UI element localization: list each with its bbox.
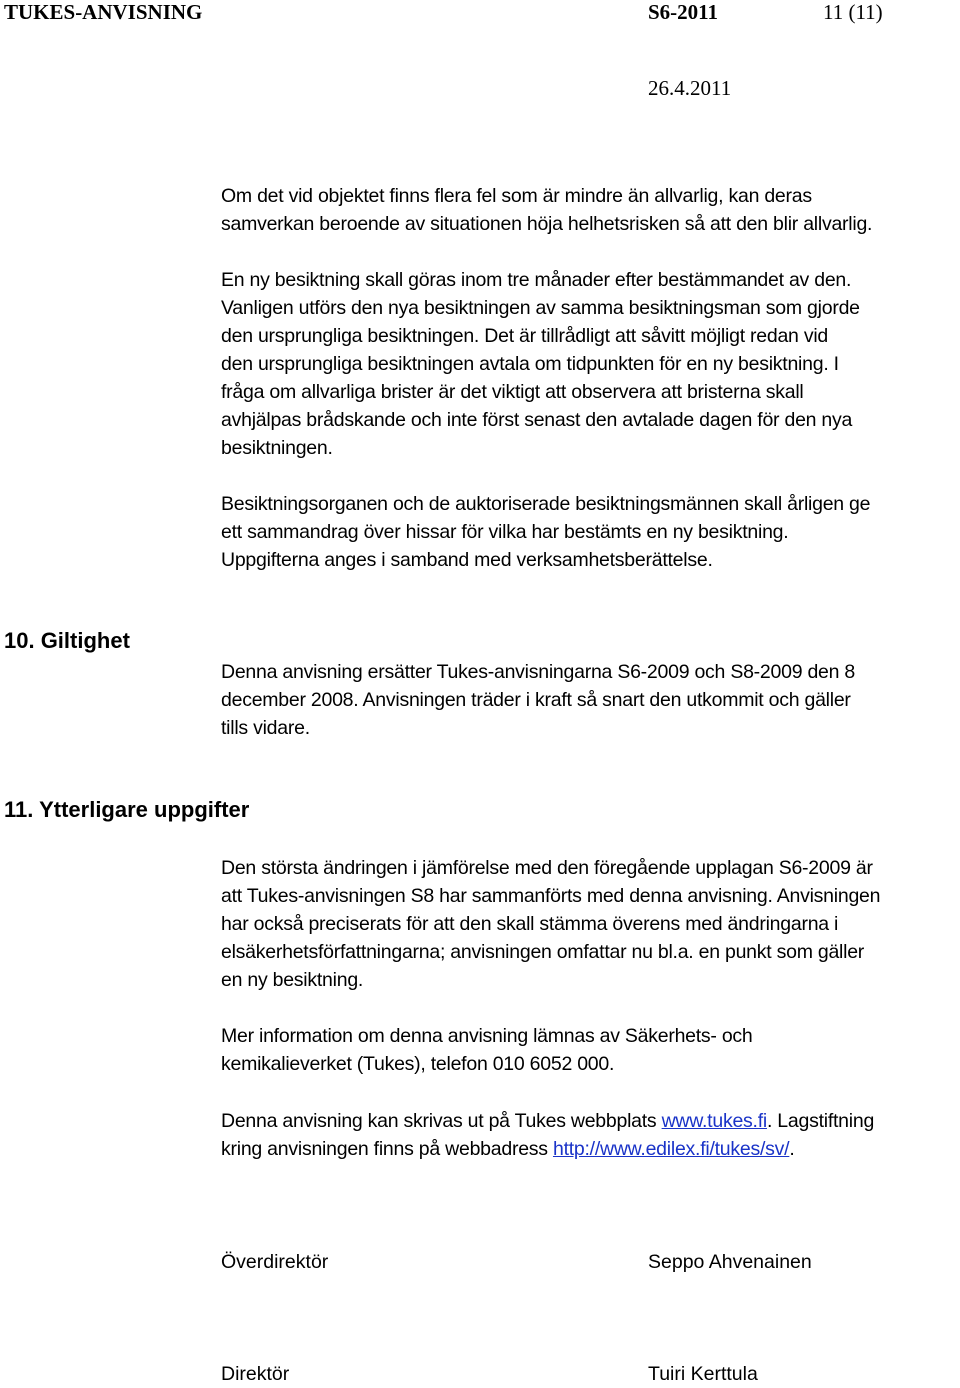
paragraph-line: den ursprungliga besiktningen. Det är tillrådligt att såvitt möjligt redan vid <box>221 325 828 347</box>
paragraph-line: avhjälpas brådskande och inte först senast den avtalade dagen för den nya <box>221 409 853 431</box>
paragraph-line: den ursprungliga besiktningen avtala om tidpunkten för en ny besiktning. I <box>221 353 839 375</box>
section-10-text <box>221 658 956 742</box>
paragraph-line: kemikalieverket (Tukes), telefon 010 6052 000. <box>221 1053 615 1075</box>
signature-title-1: Överdirektör <box>221 1251 329 1273</box>
signature-title-2: Direktör <box>221 1363 290 1385</box>
paragraph-3 <box>221 490 956 574</box>
text-fragment: . <box>789 1138 795 1160</box>
page-number: 11 (11) <box>823 0 883 24</box>
paragraph-line: att Tukes-anvisningen S8 har sammanförts med denna anvisning. Anvisningen <box>221 885 881 907</box>
paragraph-line: en ny besiktning. <box>221 969 364 991</box>
text-fragment: kring anvisningen finns på webbadress <box>221 1138 553 1160</box>
paragraph-line: Den största ändringen i jämförelse med den föregående upplagan S6-2009 är <box>221 857 873 879</box>
paragraph-line: har också preciserats för att den skall stämma överens med ändringarna i <box>221 913 839 935</box>
paragraph-line: samverkan beroende av situationen höja helhetsrisken så att den blir allvarlig. <box>221 213 873 235</box>
paragraph-line: tills vidare. <box>221 717 310 739</box>
paragraph-line: fråga om allvarliga brister är det viktigt att observera att bristerna skall <box>221 381 804 403</box>
paragraph-line: Uppgifterna anges i samband med verksamhetsberättelse. <box>221 549 713 571</box>
text-fragment: Denna anvisning kan skrivas ut på Tukes webbplats <box>221 1110 662 1132</box>
paragraph-line: En ny besiktning skall göras inom tre månader efter bestämmandet av den. <box>221 269 852 291</box>
tukes-website-link[interactable]: www.tukes.fi <box>661 1110 767 1132</box>
paragraph-line: Mer information om denna anvisning lämnas av Säkerhets- och <box>221 1025 753 1047</box>
signature-name-2: Tuiri Kerttula <box>648 1363 758 1385</box>
text-fragment: . Lagstiftning <box>766 1110 875 1132</box>
paragraph-2 <box>221 266 956 462</box>
paragraph-line: december 2008. Anvisningen träder i kraft så snart den utkommit och gäller <box>221 689 851 711</box>
paragraph-line: Om det vid objektet finns flera fel som är mindre än allvarlig, kan deras <box>221 185 812 207</box>
paragraph-line <box>221 1135 956 1163</box>
signature-name-1: Seppo Ahvenainen <box>648 1251 812 1273</box>
section-11-paragraph-1 <box>221 854 956 994</box>
paragraph-line: Besiktningsorganen och de auktoriserade besiktningsmännen skall årligen ge <box>221 493 871 515</box>
section-heading-ytterligare-uppgifter: 11. Ytterligare uppgifter <box>4 797 250 822</box>
document-code: S6-2011 <box>648 0 719 24</box>
paragraph-line: besiktningen. <box>221 437 333 459</box>
paragraph-line <box>221 1107 956 1135</box>
section-heading-giltighet: 10. Giltighet <box>4 628 130 653</box>
section-11-paragraph-2 <box>221 1022 956 1078</box>
paragraph-line: Vanligen utförs den nya besiktningen av samma besiktningsman som gjorde <box>221 297 860 319</box>
paragraph-line: elsäkerhetsförfattningarna; anvisningen omfattar nu bl.a. en punkt som gäller <box>221 941 865 963</box>
edilex-link[interactable]: http://www.edilex.fi/tukes/sv/ <box>552 1138 790 1160</box>
paragraph-1 <box>221 182 956 238</box>
section-11-paragraph-3 <box>221 1107 956 1163</box>
paragraph-line: ett sammandrag över hissar för vilka har bestämts en ny besiktning. <box>221 521 789 543</box>
document-title: TUKES-ANVISNING <box>4 0 203 24</box>
document-date: 26.4.2011 <box>648 76 732 100</box>
paragraph-line: Denna anvisning ersätter Tukes-anvisningarna S6-2009 och S8-2009 den 8 <box>221 661 856 683</box>
